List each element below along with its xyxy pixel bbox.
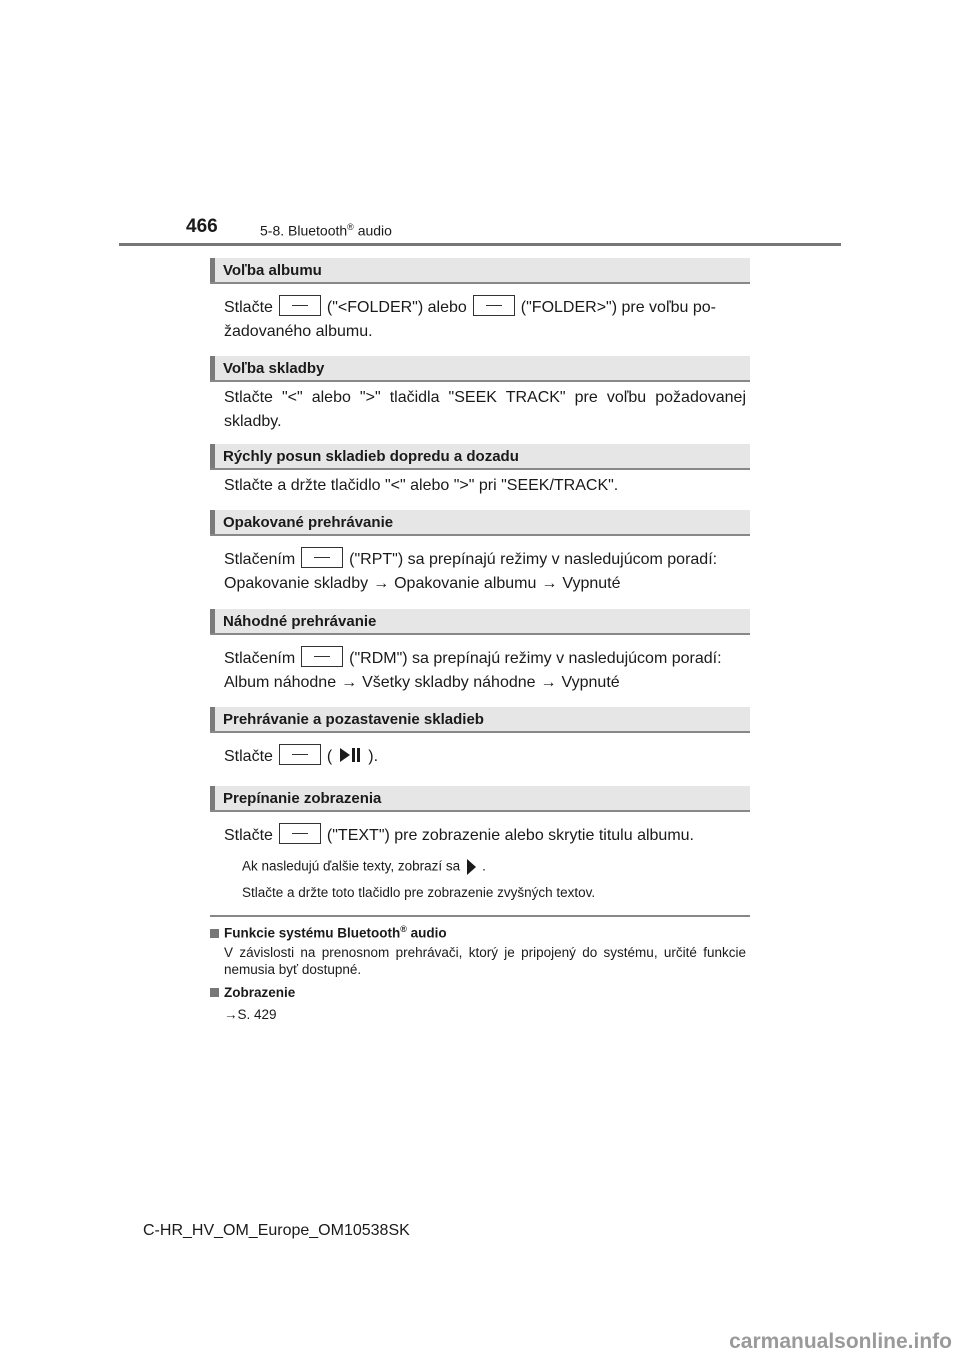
info-title-bluetooth: Funkcie systému Bluetooth® audio (210, 924, 447, 941)
section-heading-album: Voľba albumu (210, 258, 750, 284)
display-text: Stlačte ("TEXT") pre zobrazenie alebo skrytie titulu albumu. (224, 824, 746, 848)
display-note-1: Ak nasledujú ďalšie texty, zobrazí sa . (242, 858, 486, 876)
watermark: carmanualsonline.info (729, 1330, 952, 1353)
folder-next-button-icon (473, 295, 515, 316)
album-text-line1: Stlačte ("<FOLDER") alebo ("FOLDER>") pre voľbu po- (224, 296, 746, 320)
play-pause-text: Stlačte ( ). (224, 745, 746, 769)
arrow-right-icon: → (541, 575, 558, 592)
section-heading-display: Prepínanie zobrazenia (210, 786, 750, 812)
repeat-text-line1: Stlačením ("RPT") sa prepínajú režimy v nasledujúcom poradí: (224, 548, 746, 572)
square-bullet-icon (210, 929, 219, 938)
track-text: Stlačte "<" alebo ">" tlačidla "SEEK TRACK" pre voľbu požadovanej skladby. (224, 389, 746, 430)
repeat-sequence: Opakovanie skladby → Opakovanie albumu → Vypnuté (224, 575, 621, 592)
section-heading-random: Náhodné prehrávanie (210, 609, 750, 635)
arrow-right-icon: → (224, 1007, 238, 1022)
arrow-right-icon: → (341, 674, 358, 691)
text-button-icon (279, 823, 321, 844)
random-sequence: Album náhodne → Všetky skladby náhodne → Vypnuté (224, 674, 620, 691)
folder-prev-button-icon (279, 295, 321, 316)
info-text-bluetooth: V závislosti na prenosnom prehrávači, ktorý je pripojený do systému, určité funkcie nemusia byť dostupné. (224, 945, 746, 977)
section-heading-play-pause: Prehrávanie a pozastavenie skladieb (210, 707, 750, 733)
section-title: 5-8. Bluetooth® audio (260, 222, 392, 239)
play-pause-button-icon (279, 744, 321, 765)
page-number: 466 (186, 216, 218, 237)
header-rule (119, 243, 841, 246)
info-ref-display: →S. 429 (224, 1007, 277, 1022)
arrow-right-icon: → (373, 575, 390, 592)
info-title-display: Zobrazenie (210, 985, 295, 1000)
display-note-2: Stlačte a držte toto tlačidlo pre zobrazenie zvyšných textov. (242, 885, 596, 900)
arrow-right-icon: → (540, 674, 557, 691)
random-text-line1: Stlačením ("RDM") sa prepínajú režimy v nasledujúcom poradí: (224, 647, 746, 671)
rdm-button-icon (301, 646, 343, 667)
section-heading-fast-forward: Rýchly posun skladieb dopredu a dozadu (210, 444, 750, 470)
fast-forward-text: Stlačte a držte tlačidlo "<" alebo ">" pri "SEEK/TRACK". (224, 477, 619, 494)
play-pause-icon (336, 746, 364, 764)
album-text-line2: žadovaného albumu. (224, 323, 373, 340)
footer-doc-id: C-HR_HV_OM_Europe_OM10538SK (143, 1222, 410, 1239)
section-heading-track: Voľba skladby (210, 356, 750, 382)
info-separator (210, 915, 750, 917)
rpt-button-icon (301, 547, 343, 568)
more-text-triangle-icon (465, 858, 477, 876)
square-bullet-icon (210, 988, 219, 997)
section-heading-repeat: Opakované prehrávanie (210, 510, 750, 536)
